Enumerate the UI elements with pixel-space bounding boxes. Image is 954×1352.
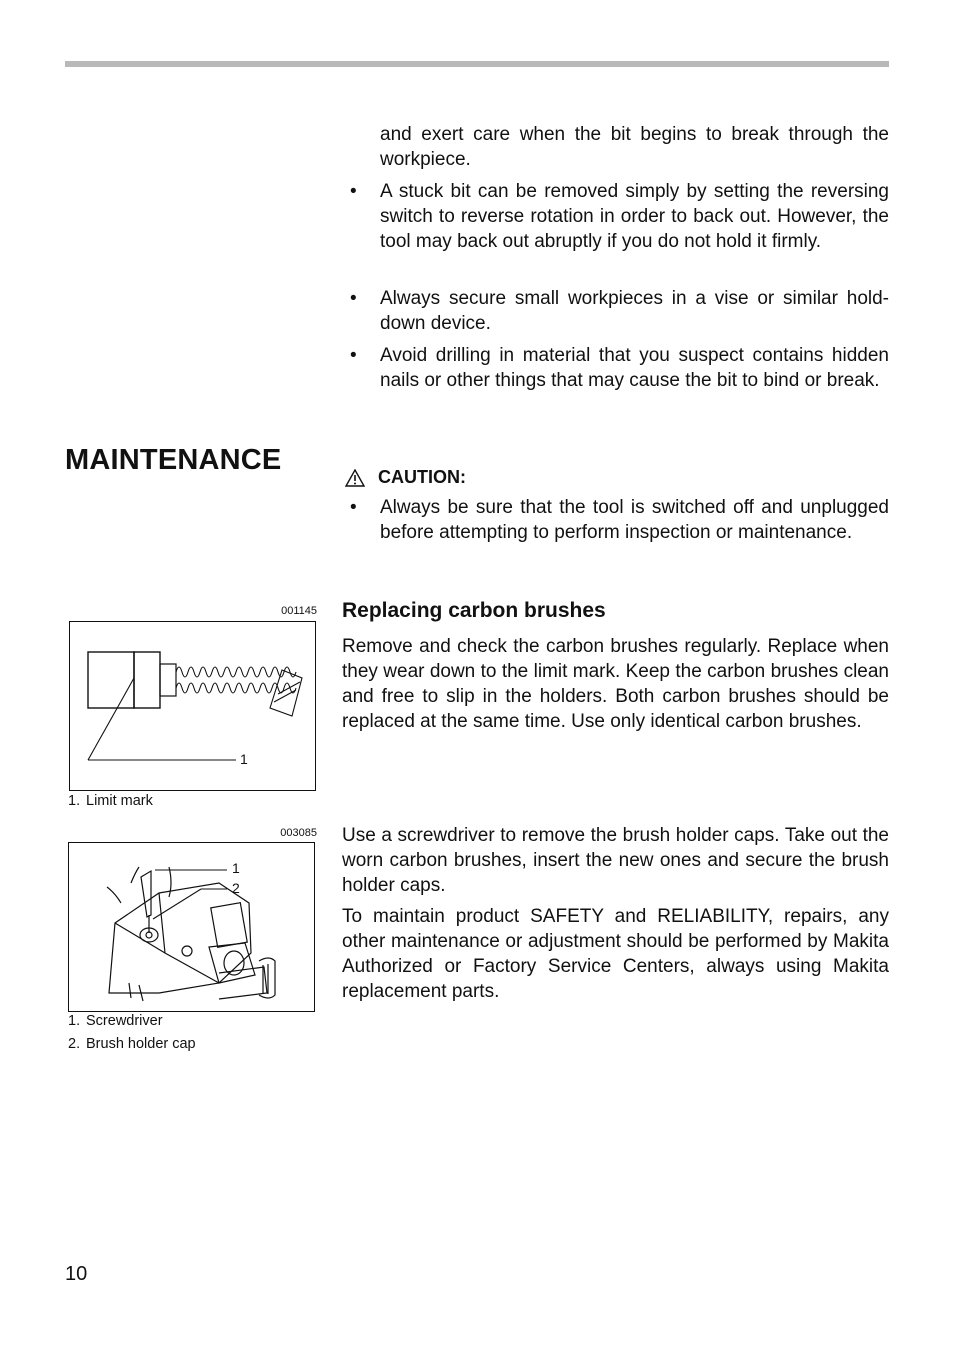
bullet-text: Avoid drilling in material that you suspect contains hidden nails or other things that may cause the bit to bind or break. bbox=[380, 345, 889, 391]
paragraph-replace: Remove and check the carbon brushes regularly. Replace when they wear down to the limit mark. Keep the carbon brushes clean and free to slip in the holders. Both carbon brushes should be replaced at the same time. Use only identical carbon brushes. bbox=[342, 636, 889, 732]
intro-continuation: and exert care when the bit begins to break through the workpiece. bbox=[380, 124, 889, 170]
figure-carbon-brush bbox=[69, 621, 316, 791]
page-number: 10 bbox=[65, 1263, 88, 1285]
caption-label: Limit mark bbox=[86, 793, 153, 809]
caution-label bbox=[345, 467, 466, 488]
bullet-dot: • bbox=[350, 181, 357, 202]
list-item bbox=[350, 495, 889, 545]
figure-callout: 1 bbox=[240, 751, 248, 767]
bullet-dot: • bbox=[350, 288, 357, 309]
bullet-text: A stuck bit can be removed simply by setting the reversing switch to reverse rotation in order to back out. However, the tool may back out abruptly if you do not hold it firmly. bbox=[380, 181, 889, 252]
caption-number: 2. bbox=[68, 1036, 81, 1052]
maintenance-heading: MAINTENANCE bbox=[65, 444, 282, 476]
bullet-dot: • bbox=[350, 497, 357, 518]
warning-triangle-icon bbox=[345, 469, 365, 487]
paragraph-safety: To maintain product SAFETY and RELIABILITY, repairs, any other maintenance or adjustment should be performed by Makita Authorized or Factory Service Centers, always using Makita replacement parts. bbox=[342, 906, 889, 1002]
list-item bbox=[350, 286, 889, 336]
bullet-text: Always secure small workpieces in a vise or similar hold-down device. bbox=[380, 288, 889, 334]
list-item bbox=[350, 343, 889, 393]
carbon-brush-illustration bbox=[70, 622, 314, 789]
caption-number: 1. bbox=[68, 793, 81, 809]
figure-caption bbox=[68, 793, 153, 809]
header-rule bbox=[65, 61, 889, 67]
figure-code: 001145 bbox=[281, 605, 317, 617]
caption-label: Screwdriver bbox=[86, 1013, 163, 1029]
caption-number: 1. bbox=[68, 1013, 81, 1029]
bullet-text: Always be sure that the tool is switched off and unplugged before attempting to perform inspection or maintenance. bbox=[380, 497, 889, 543]
section-heading: Replacing carbon brushes bbox=[342, 599, 606, 622]
list-item bbox=[350, 179, 889, 254]
figure-brush-holder bbox=[68, 842, 315, 1012]
figure-callout: 1 bbox=[232, 860, 240, 876]
drill-screwdriver-illustration bbox=[69, 843, 313, 1010]
bullet-dot: • bbox=[350, 345, 357, 366]
figure-callout: 2 bbox=[232, 880, 240, 896]
caution-text: CAUTION: bbox=[378, 467, 466, 487]
figure-code: 003085 bbox=[280, 827, 317, 839]
paragraph-screwdriver: Use a screwdriver to remove the brush holder caps. Take out the worn carbon brushes, insert the new ones and secure the brush holder caps. bbox=[342, 825, 889, 896]
figure-caption bbox=[68, 1013, 163, 1029]
caption-label: Brush holder cap bbox=[86, 1036, 196, 1052]
figure-caption bbox=[68, 1036, 196, 1052]
